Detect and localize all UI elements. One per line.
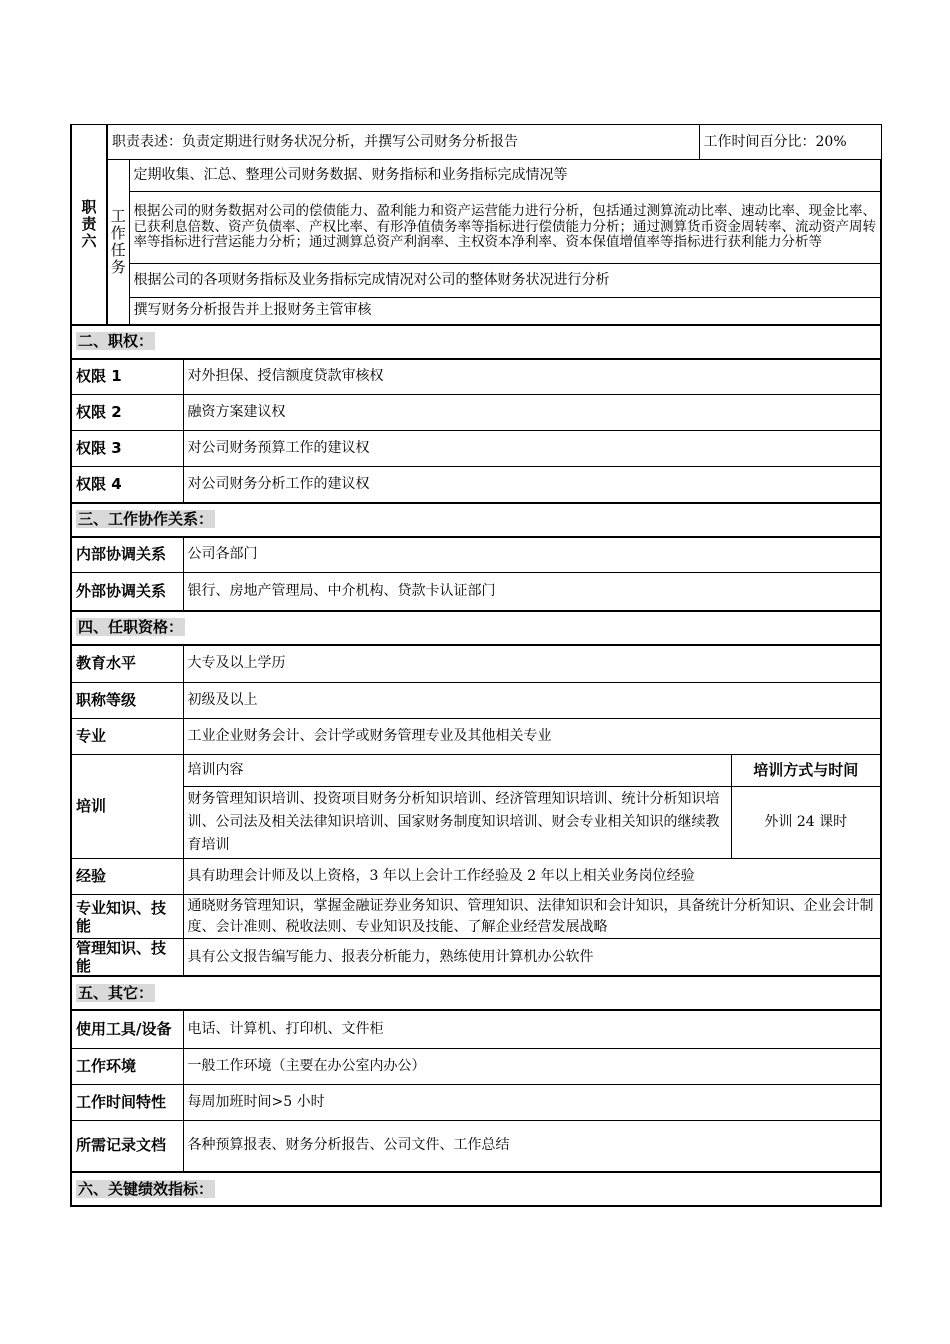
authority-label: 权限 3: [71, 431, 183, 467]
qualification-title-text: 四、任职资格：: [78, 618, 184, 636]
other-value: 电话、计算机、打印机、文件柜: [183, 1010, 881, 1048]
authority-section-header: [71, 325, 881, 359]
duty6-label-char: 责: [81, 214, 97, 233]
duty6-task-row: [71, 264, 881, 298]
management-skills-row: [71, 939, 881, 977]
duty6-sublabel-char: 工: [110, 206, 126, 225]
duty6-time-percent: 工作时间百分比：20%: [699, 125, 881, 160]
authority-row: [71, 395, 881, 431]
other-label: 所需记录文档: [71, 1120, 183, 1172]
cooperation-section-title: [71, 503, 881, 537]
title-level-label: 职称等级: [71, 683, 183, 719]
duty6-sublabel-char: 作: [110, 223, 126, 242]
experience-label: 经验: [71, 859, 183, 895]
training-content: 财务管理知识培训、投资项目财务分析知识培训、经济管理知识培训、统计分析知识培训、公司法及相关法律知识培训、国家财务制度知识培训、财会专业相关知识的继续教育培训: [183, 787, 731, 859]
other-label: 使用工具/设备: [71, 1010, 183, 1048]
duty6-sublabel: [107, 160, 129, 325]
authority-section-title: [71, 325, 881, 359]
job-description-form: [70, 124, 880, 1207]
duty6-task-row: [71, 160, 881, 192]
authority-label: 权限 4: [71, 467, 183, 503]
duty6-label-char: 职: [81, 197, 97, 216]
education-label: 教育水平: [71, 645, 183, 683]
authority-value: 融资方案建议权: [183, 395, 881, 431]
other-row: [71, 1120, 881, 1172]
other-section-title: [71, 976, 881, 1010]
management-skills-label: 管理知识、技能: [71, 939, 183, 977]
cooperation-row: [71, 573, 881, 611]
other-title-text: 五、其它：: [78, 983, 154, 1002]
authority-label: 权限 2: [71, 395, 183, 431]
professional-skills-label: 专业知识、技能: [71, 895, 183, 939]
training-label: 培训: [71, 755, 183, 859]
management-skills-value: 具有公文报告编写能力、报表分析能力，熟练使用计算机办公软件: [183, 939, 881, 977]
authority-title-text: 二、职权：: [78, 332, 154, 350]
kpi-section-header: [71, 1172, 881, 1206]
other-row: [71, 1010, 881, 1048]
form-table: [70, 124, 882, 1207]
kpi-title-text: 六、关键绩效指标：: [78, 1179, 214, 1198]
cooperation-label: 内部协调关系: [71, 537, 183, 573]
education-row: [71, 645, 881, 683]
duty6-task-4: 撰写财务分析报告并上报财务主管审核: [129, 298, 881, 325]
training-method-header: 培训方式与时间: [731, 755, 881, 787]
cooperation-section-header: [71, 503, 881, 537]
authority-row: [71, 467, 881, 503]
authority-value: 对外担保、授信额度贷款审核权: [183, 359, 881, 395]
duty6-task-2: 根据公司的财务数据对公司的偿债能力、盈利能力和资产运营能力进行分析，包括通过测算流动比率、速动比率、现金比率、已获利息倍数、资产负债率、产权比率、有形净值债务率等指标进行偿债能力分析；通过测算货币资金周转率、流动资产周转率等指标进行营运能力分析；通过测算总资产利润率、主权资本净利率、资本保值增值率等指标进行获利能力分析等: [129, 192, 881, 264]
training-method: 外训 24 课时: [731, 787, 881, 859]
cooperation-value: 银行、房地产管理局、中介机构、贷款卡认证部门: [183, 573, 881, 611]
other-label: 工作环境: [71, 1048, 183, 1084]
other-label: 工作时间特性: [71, 1084, 183, 1120]
authority-row: [71, 359, 881, 395]
major-value: 工业企业财务会计、会计学或财务管理专业及其他相关专业: [183, 719, 881, 755]
duty6-label-char: 六: [81, 231, 97, 250]
duty6-sublabel-char: 务: [110, 257, 126, 276]
cooperation-label: 外部协调关系: [71, 573, 183, 611]
major-row: [71, 719, 881, 755]
professional-skills-row: [71, 895, 881, 939]
authority-value: 对公司财务分析工作的建议权: [183, 467, 881, 503]
duty6-task-row: [71, 192, 881, 264]
cooperation-value: 公司各部门: [183, 537, 881, 573]
other-value: 各种预算报表、财务分析报告、公司文件、工作总结: [183, 1120, 881, 1172]
duty6-sublabel-char: 任: [110, 240, 126, 259]
authority-row: [71, 431, 881, 467]
duty6-task-1: 定期收集、汇总、整理公司财务数据、财务指标和业务指标完成情况等: [129, 160, 881, 192]
kpi-section-title: [71, 1172, 881, 1206]
major-label: 专业: [71, 719, 183, 755]
duty6-description: 职责表述：负责定期进行财务状况分析，并撰写公司财务分析报告: [107, 125, 699, 160]
other-value: 每周加班时间>5 小时: [183, 1084, 881, 1120]
duty6-label: [71, 125, 107, 325]
experience-row: [71, 859, 881, 895]
other-row: [71, 1048, 881, 1084]
training-header-row: [71, 755, 881, 787]
other-value: 一般工作环境（主要在办公室内办公）: [183, 1048, 881, 1084]
other-row: [71, 1084, 881, 1120]
authority-value: 对公司财务预算工作的建议权: [183, 431, 881, 467]
professional-skills-value: 通晓财务管理知识，掌握金融证券业务知识、管理知识、法律知识和会计知识，具备统计分析知识、企业会计制度、会计准则、税收法则、专业知识及技能、了解企业经营发展战略: [183, 895, 881, 939]
title-level-row: [71, 683, 881, 719]
other-section-header: [71, 976, 881, 1010]
duty6-task-3: 根据公司的各项财务指标及业务指标完成情况对公司的整体财务状况进行分析: [129, 264, 881, 298]
training-content-header: 培训内容: [183, 755, 731, 787]
cooperation-row: [71, 537, 881, 573]
training-content-row: [71, 787, 881, 859]
qualification-section-title: [71, 611, 881, 645]
qualification-section-header: [71, 611, 881, 645]
education-value: 大专及以上学历: [183, 645, 881, 683]
duty6-description-row: [71, 125, 881, 160]
experience-value: 具有助理会计师及以上资格，3 年以上会计工作经验及 2 年以上相关业务岗位经验: [183, 859, 881, 895]
title-level-value: 初级及以上: [183, 683, 881, 719]
authority-label: 权限 1: [71, 359, 183, 395]
duty6-task-row: [71, 298, 881, 325]
cooperation-title-text: 三、工作协作关系：: [78, 510, 214, 528]
